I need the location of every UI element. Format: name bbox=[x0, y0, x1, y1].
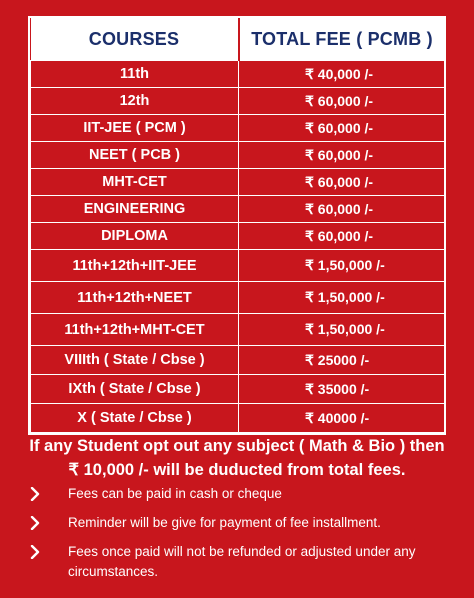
note-line-2: ₹ 10,000 /- will be duducted from total fees. bbox=[68, 461, 406, 479]
course-fee: ₹ 1,50,000 /- bbox=[239, 250, 445, 282]
course-name: NEET ( PCB ) bbox=[31, 142, 239, 169]
subject-opt-out-note bbox=[14, 434, 460, 482]
course-name: DIPLOMA bbox=[31, 223, 239, 250]
chevron-right-icon bbox=[30, 542, 48, 562]
course-fee: ₹ 60,000 /- bbox=[239, 88, 445, 115]
courses-column-header: COURSES bbox=[31, 18, 239, 61]
table-row bbox=[31, 314, 445, 346]
course-name: 12th bbox=[31, 88, 239, 115]
fee-terms-list bbox=[30, 484, 450, 591]
list-item bbox=[30, 513, 450, 533]
course-name: VIIIth ( State / Cbse ) bbox=[31, 346, 239, 375]
course-fee: ₹ 60,000 /- bbox=[239, 169, 445, 196]
course-fee: ₹ 40,000 /- bbox=[239, 61, 445, 88]
note-line-1: If any Student opt out any subject ( Math & Bio ) then bbox=[29, 437, 445, 455]
course-name: 11th+12th+NEET bbox=[31, 282, 239, 314]
chevron-right-icon bbox=[30, 484, 48, 504]
total-fee-column-header: TOTAL FEE ( PCMB ) bbox=[239, 18, 445, 61]
table-row bbox=[31, 282, 445, 314]
fee-table bbox=[30, 18, 445, 433]
course-name: ENGINEERING bbox=[31, 196, 239, 223]
list-item-text: Reminder will be give for payment of fee installment. bbox=[68, 515, 381, 530]
course-fee: ₹ 60,000 /- bbox=[239, 196, 445, 223]
course-name: 11th+12th+MHT-CET bbox=[31, 314, 239, 346]
course-fee: ₹ 1,50,000 /- bbox=[239, 314, 445, 346]
course-fee: ₹ 60,000 /- bbox=[239, 142, 445, 169]
course-name: X ( State / Cbse ) bbox=[31, 404, 239, 433]
table-row bbox=[31, 61, 445, 88]
table-row bbox=[31, 169, 445, 196]
table-row bbox=[31, 115, 445, 142]
course-fee: ₹ 40000 /- bbox=[239, 404, 445, 433]
table-row bbox=[31, 223, 445, 250]
list-item-text: Fees once paid will not be refunded or adjusted under any circumstances. bbox=[68, 544, 416, 579]
table-row bbox=[31, 88, 445, 115]
table-row bbox=[31, 375, 445, 404]
table-row bbox=[31, 404, 445, 433]
course-fee: ₹ 25000 /- bbox=[239, 346, 445, 375]
course-name: MHT-CET bbox=[31, 169, 239, 196]
list-item bbox=[30, 542, 450, 582]
list-item bbox=[30, 484, 450, 504]
course-fee: ₹ 60,000 /- bbox=[239, 115, 445, 142]
fee-table-header-row bbox=[31, 18, 445, 61]
course-name: IIT-JEE ( PCM ) bbox=[31, 115, 239, 142]
course-name: IXth ( State / Cbse ) bbox=[31, 375, 239, 404]
table-row bbox=[31, 250, 445, 282]
list-item-text: Fees can be paid in cash or cheque bbox=[68, 486, 282, 501]
table-row bbox=[31, 196, 445, 223]
course-fee: ₹ 60,000 /- bbox=[239, 223, 445, 250]
fee-table-container bbox=[28, 16, 446, 435]
course-fee: ₹ 35000 /- bbox=[239, 375, 445, 404]
chevron-right-icon bbox=[30, 513, 48, 533]
course-name: 11th+12th+IIT-JEE bbox=[31, 250, 239, 282]
table-row bbox=[31, 142, 445, 169]
course-name: 11th bbox=[31, 61, 239, 88]
course-fee: ₹ 1,50,000 /- bbox=[239, 282, 445, 314]
table-row bbox=[31, 346, 445, 375]
